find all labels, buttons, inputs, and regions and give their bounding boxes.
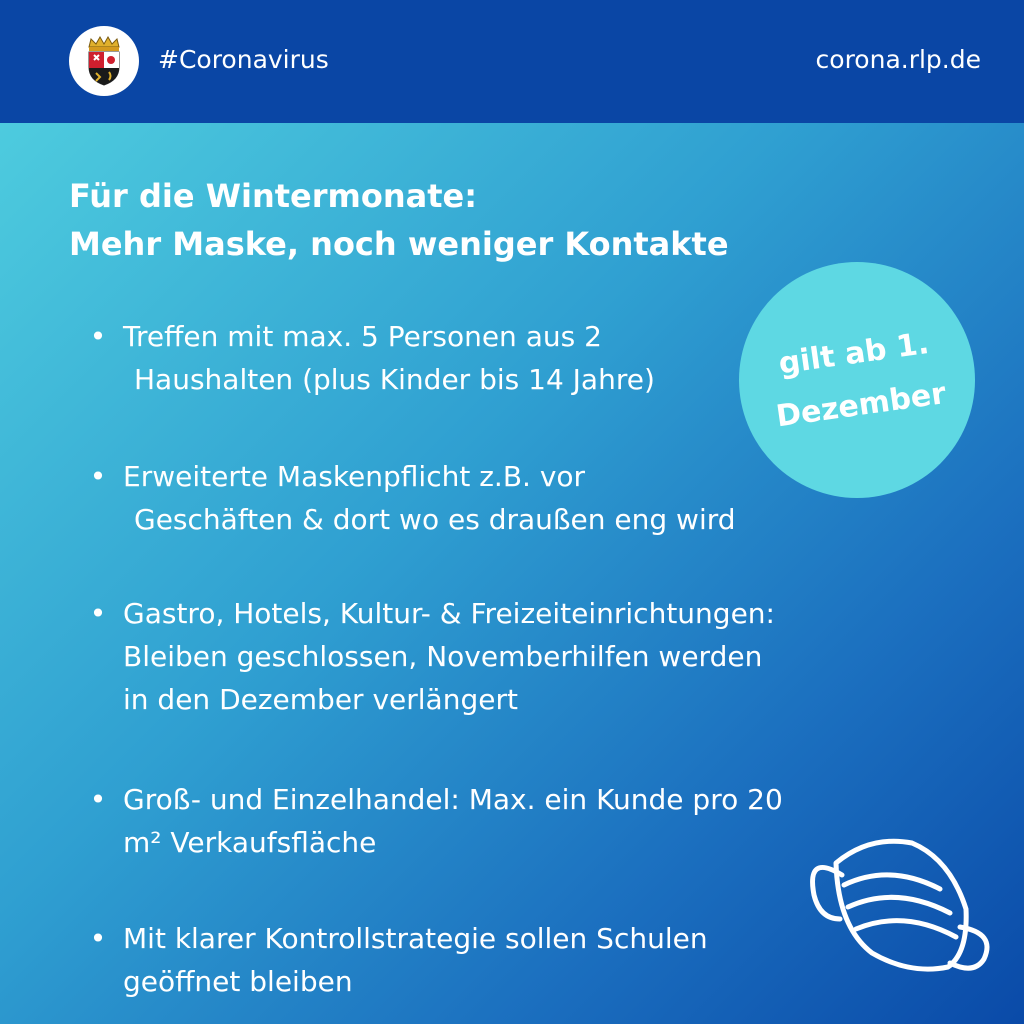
list-item-line: Gastro, Hotels, Kultur- & Freizeiteinrichtungen: bbox=[123, 597, 775, 630]
list-item bbox=[88, 917, 708, 1003]
list-item-line: Bleiben geschlossen, Novemberhilfen werden bbox=[123, 640, 763, 673]
list-item-line: m² Verkaufsfläche bbox=[123, 826, 377, 859]
badge-text bbox=[765, 317, 949, 444]
badge-line-2: Dezember bbox=[773, 376, 948, 435]
list-item bbox=[88, 315, 655, 401]
bullet-marker: • bbox=[89, 597, 107, 630]
list-item-line: Haushalten (plus Kinder bis 14 Jahre) bbox=[134, 363, 655, 396]
list-item bbox=[88, 778, 783, 864]
list-item-line: Erweiterte Maskenpflicht z.B. vor bbox=[123, 460, 586, 493]
bullet-marker: • bbox=[89, 320, 107, 353]
list-item-line: Mit klarer Kontrollstrategie sollen Schulen bbox=[123, 922, 708, 955]
title-line-1: Für die Wintermonate: bbox=[69, 177, 478, 215]
list-item bbox=[88, 592, 775, 721]
bullet-marker: • bbox=[89, 460, 107, 493]
hashtag-label: #Coronavirus bbox=[158, 45, 329, 74]
list-item bbox=[88, 455, 736, 541]
list-item-line: Geschäften & dort wo es draußen eng wird bbox=[134, 503, 736, 536]
list-item-line: Groß- und Einzelhandel: Max. ein Kunde pro 20 bbox=[123, 783, 783, 816]
face-mask-icon bbox=[800, 815, 996, 985]
state-logo bbox=[69, 26, 139, 96]
bullet-marker: • bbox=[89, 783, 107, 816]
badge-line-1: gilt ab 1. bbox=[775, 325, 931, 382]
list-item-line: geöffnet bleiben bbox=[123, 965, 353, 998]
list-item-line: Treffen mit max. 5 Personen aus 2 bbox=[123, 320, 602, 353]
date-badge bbox=[739, 262, 975, 498]
title-line-2: Mehr Maske, noch weniger Kontakte bbox=[69, 225, 729, 263]
page-title bbox=[69, 172, 829, 268]
coat-of-arms-icon bbox=[81, 35, 127, 87]
website-link[interactable]: corona.rlp.de bbox=[815, 45, 981, 74]
header-bar bbox=[0, 0, 1024, 123]
list-item-line: in den Dezember verlängert bbox=[123, 683, 518, 716]
bullet-marker: • bbox=[89, 922, 107, 955]
